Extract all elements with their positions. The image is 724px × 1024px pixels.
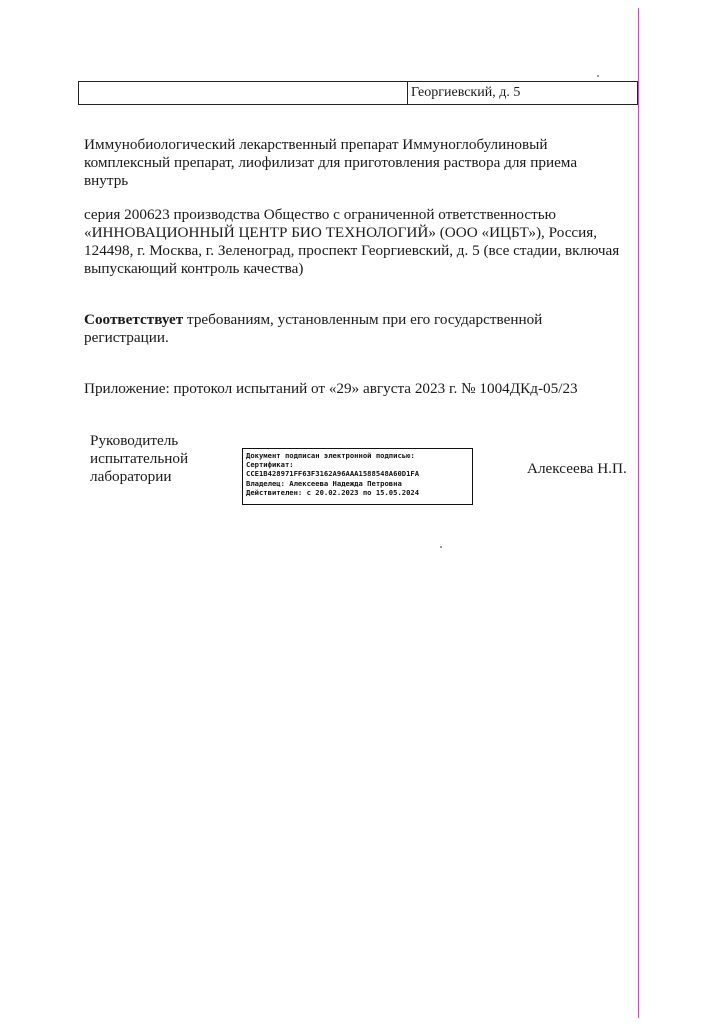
series-line: серия 200623 производства Общество с ограниченной ответственностью [84, 206, 557, 223]
product-line: внутрь [84, 172, 129, 189]
stamp-line: Документ подписан электронной подписью: [246, 451, 415, 460]
product-line: Иммунобиологический лекарственный препарат Иммуноглобулиновый [84, 136, 548, 153]
conformity-rest: требованиям, установленным при его государственной [183, 311, 543, 328]
conformity-line [84, 311, 644, 329]
table-fragment [78, 81, 638, 105]
product-description [84, 136, 644, 190]
signer-role-line: лаборатории [90, 468, 172, 485]
signer-role [90, 432, 188, 486]
signer-name: Алексеева Н.П. [527, 460, 627, 477]
signer-role-line: Руководитель [90, 432, 179, 449]
series-line: выпускающий контроль качества) [84, 260, 304, 277]
conformity-statement [84, 311, 644, 347]
product-line: комплексный препарат, лиофилизат для приготовления раствора для приема [84, 154, 578, 171]
series-line: 124498, г. Москва, г. Зеленоград, проспект Георгиевский, д. 5 (все стадии, включая [84, 242, 620, 259]
series-line: «ИННОВАЦИОННЫЙ ЦЕНТР БИО ТЕХНОЛОГИЙ» (ООО «ИЦБТ»), Россия, [84, 224, 598, 241]
scan-speck [440, 546, 442, 548]
series-description [84, 206, 644, 278]
stamp-validity: Действителен: с 20.02.2023 по 15.05.2024 [246, 487, 420, 497]
signer-role-line: испытательной [90, 450, 189, 467]
stamp-certificate: CCE1B428971FF63F3162A96AAA1588548A60D1FA [246, 469, 420, 479]
table-cell-empty [79, 82, 408, 104]
conformity-bold-word: Соответствует [84, 311, 184, 328]
stamp-owner: Владелец: Алексеева Надежда Петровна [246, 478, 402, 488]
conformity-line: регистрации. [84, 329, 169, 346]
table-cell-address: Георгиевский, д. 5 [411, 85, 521, 100]
scan-speck [597, 75, 599, 77]
stamp-line: Сертификат: [246, 460, 294, 470]
appendix-line: Приложение: протокол испытаний от «29» августа 2023 г. № 1004ДКд-05/23 [84, 380, 578, 397]
electronic-signature-stamp [242, 448, 473, 505]
